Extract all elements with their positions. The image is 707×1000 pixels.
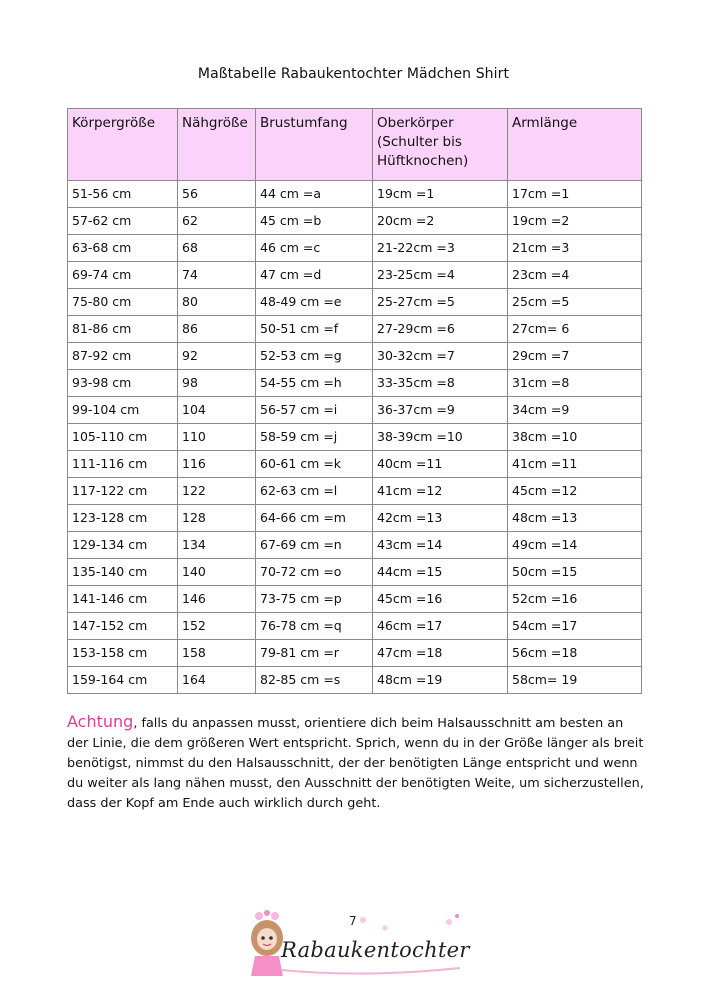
table-cell: 147-152 cm xyxy=(68,613,178,640)
table-cell: 81-86 cm xyxy=(68,316,178,343)
table-cell: 128 xyxy=(178,505,256,532)
table-cell: 79-81 cm =r xyxy=(256,640,373,667)
table-cell: 40cm =11 xyxy=(373,451,508,478)
table-cell: 48cm =19 xyxy=(373,667,508,694)
table-cell: 146 xyxy=(178,586,256,613)
table-cell: 27-29cm =6 xyxy=(373,316,508,343)
table-cell: 56-57 cm =i xyxy=(256,397,373,424)
table-row xyxy=(68,613,642,640)
note-highlight: Achtung xyxy=(67,712,134,731)
table-cell: 52cm =16 xyxy=(508,586,642,613)
table-cell: 33-35cm =8 xyxy=(373,370,508,397)
table-cell: 49cm =14 xyxy=(508,532,642,559)
table-cell: 99-104 cm xyxy=(68,397,178,424)
table-cell: 52-53 cm =g xyxy=(256,343,373,370)
page-number: 7 xyxy=(349,914,357,928)
table-cell: 70-72 cm =o xyxy=(256,559,373,586)
table-cell: 62 xyxy=(178,208,256,235)
table-cell: 58cm= 19 xyxy=(508,667,642,694)
table-row xyxy=(68,667,642,694)
table-row xyxy=(68,586,642,613)
table-cell: 46 cm =c xyxy=(256,235,373,262)
table-cell: 86 xyxy=(178,316,256,343)
note-paragraph xyxy=(67,712,647,814)
table-cell: 41cm =11 xyxy=(508,451,642,478)
table-row xyxy=(68,451,642,478)
table-cell: 47 cm =d xyxy=(256,262,373,289)
table-cell: 123-128 cm xyxy=(68,505,178,532)
table-cell: 51-56 cm xyxy=(68,181,178,208)
table-cell: 41cm =12 xyxy=(373,478,508,505)
header-oberkoerper: Oberkörper (Schulter bis Hüftknochen) xyxy=(373,109,508,181)
table-cell: 158 xyxy=(178,640,256,667)
table-cell: 34cm =9 xyxy=(508,397,642,424)
table-cell: 25-27cm =5 xyxy=(373,289,508,316)
table-cell: 42cm =13 xyxy=(373,505,508,532)
table-cell: 92 xyxy=(178,343,256,370)
table-cell: 50cm =15 xyxy=(508,559,642,586)
table-cell: 45 cm =b xyxy=(256,208,373,235)
table-cell: 48cm =13 xyxy=(508,505,642,532)
table-row xyxy=(68,559,642,586)
table-cell: 21cm =3 xyxy=(508,235,642,262)
table-cell: 25cm =5 xyxy=(508,289,642,316)
table-cell: 93-98 cm xyxy=(68,370,178,397)
header-brustumfang: Brustumfang xyxy=(256,109,373,181)
table-body xyxy=(68,181,642,694)
table-cell: 47cm =18 xyxy=(373,640,508,667)
table-row xyxy=(68,289,642,316)
table-cell: 45cm =12 xyxy=(508,478,642,505)
page-title: Maßtabelle Rabaukentochter Mädchen Shirt xyxy=(197,66,510,82)
table-cell: 82-85 cm =s xyxy=(256,667,373,694)
table-cell: 75-80 cm xyxy=(68,289,178,316)
table-cell: 44cm =15 xyxy=(373,559,508,586)
table-cell: 111-116 cm xyxy=(68,451,178,478)
table-row xyxy=(68,181,642,208)
table-row xyxy=(68,208,642,235)
size-table xyxy=(67,108,642,694)
table-cell: 135-140 cm xyxy=(68,559,178,586)
table-cell: 29cm =7 xyxy=(508,343,642,370)
table-cell: 57-62 cm xyxy=(68,208,178,235)
table-cell: 134 xyxy=(178,532,256,559)
table-cell: 54cm =17 xyxy=(508,613,642,640)
table-cell: 64-66 cm =m xyxy=(256,505,373,532)
table-cell: 68 xyxy=(178,235,256,262)
table-cell: 164 xyxy=(178,667,256,694)
table-cell: 19cm =2 xyxy=(508,208,642,235)
header-naehgroesse: Nähgröße xyxy=(178,109,256,181)
table-cell: 20cm =2 xyxy=(373,208,508,235)
table-cell: 60-61 cm =k xyxy=(256,451,373,478)
table-cell: 23-25cm =4 xyxy=(373,262,508,289)
note-text: , falls du anpassen musst, orientiere dich beim Halsausschnitt am besten an der Linie, die dem größeren Wert entspricht. Sprich, wenn du in der Größe länger als breit benötigst, nimmst du den Halsausschnitt, der der benötigten Länge entspricht und wenn du weiter als lang nähen musst, den Ausschnitt der benötigten Weite, um sicherzustellen, dass der Kopf am Ende auch wirklich durch geht. xyxy=(67,716,644,811)
flower-decoration-icon xyxy=(255,910,459,931)
footer-logo xyxy=(245,908,485,980)
table-cell: 43cm =14 xyxy=(373,532,508,559)
table-cell: 140 xyxy=(178,559,256,586)
table-cell: 87-92 cm xyxy=(68,343,178,370)
table-cell: 63-68 cm xyxy=(68,235,178,262)
table-cell: 19cm =1 xyxy=(373,181,508,208)
table-cell: 56 xyxy=(178,181,256,208)
table-cell: 76-78 cm =q xyxy=(256,613,373,640)
table-row xyxy=(68,397,642,424)
table-cell: 117-122 cm xyxy=(68,478,178,505)
table-cell: 116 xyxy=(178,451,256,478)
table-cell: 50-51 cm =f xyxy=(256,316,373,343)
table-row xyxy=(68,505,642,532)
table-cell: 44 cm =a xyxy=(256,181,373,208)
table-cell: 141-146 cm xyxy=(68,586,178,613)
table-row xyxy=(68,532,642,559)
table-cell: 48-49 cm =e xyxy=(256,289,373,316)
table-cell: 73-75 cm =p xyxy=(256,586,373,613)
table-row xyxy=(68,478,642,505)
table-cell: 129-134 cm xyxy=(68,532,178,559)
table-header-row xyxy=(68,109,642,181)
table-cell: 159-164 cm xyxy=(68,667,178,694)
table-cell: 58-59 cm =j xyxy=(256,424,373,451)
table-cell: 36-37cm =9 xyxy=(373,397,508,424)
table-cell: 122 xyxy=(178,478,256,505)
table-cell: 62-63 cm =l xyxy=(256,478,373,505)
table-row xyxy=(68,343,642,370)
table-cell: 104 xyxy=(178,397,256,424)
table-row xyxy=(68,370,642,397)
table-cell: 17cm =1 xyxy=(508,181,642,208)
logo-text: Rabaukentochter xyxy=(281,938,470,962)
table-row xyxy=(68,640,642,667)
table-row xyxy=(68,424,642,451)
table-cell: 45cm =16 xyxy=(373,586,508,613)
table-cell: 38cm =10 xyxy=(508,424,642,451)
table-cell: 46cm =17 xyxy=(373,613,508,640)
table-row xyxy=(68,316,642,343)
header-armlaenge: Armlänge xyxy=(508,109,642,181)
table-cell: 69-74 cm xyxy=(68,262,178,289)
table-cell: 105-110 cm xyxy=(68,424,178,451)
table-cell: 110 xyxy=(178,424,256,451)
table-cell: 23cm =4 xyxy=(508,262,642,289)
table-cell: 31cm =8 xyxy=(508,370,642,397)
table-cell: 98 xyxy=(178,370,256,397)
header-koerpergroesse: Körpergröße xyxy=(68,109,178,181)
table-cell: 152 xyxy=(178,613,256,640)
table-cell: 27cm= 6 xyxy=(508,316,642,343)
table-row xyxy=(68,262,642,289)
table-cell: 54-55 cm =h xyxy=(256,370,373,397)
table-cell: 80 xyxy=(178,289,256,316)
table-cell: 153-158 cm xyxy=(68,640,178,667)
table-cell: 21-22cm =3 xyxy=(373,235,508,262)
table-cell: 56cm =18 xyxy=(508,640,642,667)
table-cell: 74 xyxy=(178,262,256,289)
table-cell: 67-69 cm =n xyxy=(256,532,373,559)
table-row xyxy=(68,235,642,262)
table-cell: 30-32cm =7 xyxy=(373,343,508,370)
table-cell: 38-39cm =10 xyxy=(373,424,508,451)
